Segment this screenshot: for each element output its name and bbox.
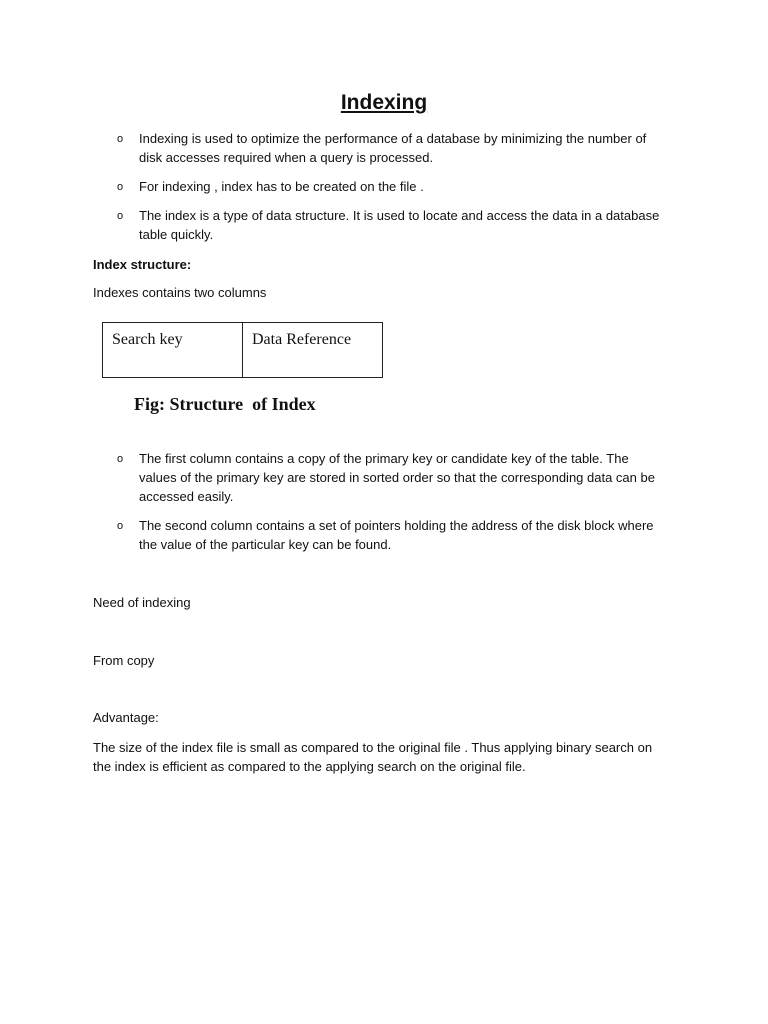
- intro-bullet-2: [117, 177, 669, 196]
- data-reference-cell: Data Reference: [243, 323, 383, 378]
- table-row: [103, 323, 383, 378]
- bullet-text: The first column contains a copy of the primary key or candidate key of the table. The values of the primary key are stored in sorted order so that the corresponding data can be accessed easily.: [139, 451, 655, 504]
- bullet-text: The index is a type of data structure. It is used to locate and access the data in a database table quickly.: [139, 208, 660, 242]
- page-title: Indexing: [340, 91, 428, 114]
- intro-bullet-1: [117, 129, 669, 167]
- index-structure-table: [102, 322, 383, 378]
- bullet-marker: o: [117, 520, 124, 532]
- need-of-indexing-heading: Need of indexing: [93, 595, 191, 610]
- from-copy-text: From copy: [93, 653, 155, 668]
- bullet-marker: o: [117, 181, 124, 193]
- bullet-text: The second column contains a set of pointers holding the address of the disk block where the value of the particular key can be found.: [139, 518, 654, 552]
- column-bullet-2: [117, 516, 669, 554]
- bullet-text: For indexing , index has to be created on the file .: [139, 179, 424, 194]
- index-structure-heading: Index structure:: [93, 257, 192, 272]
- search-key-cell: Search key: [103, 323, 243, 378]
- advantage-text: The size of the index file is small as compared to the original file . Thus applying binary search on the index is efficient as compared to the applying search on the original file.: [93, 740, 653, 774]
- bullet-marker: o: [117, 453, 124, 465]
- advantage-heading: Advantage:: [93, 710, 159, 725]
- bullet-text: Indexing is used to optimize the performance of a database by minimizing the number of disk accesses required when a query is processed.: [139, 131, 647, 165]
- bullet-marker: o: [117, 133, 124, 145]
- intro-bullet-3: [117, 206, 669, 244]
- column-bullet-1: [117, 449, 669, 506]
- index-structure-text: Indexes contains two columns: [93, 285, 267, 300]
- figure-caption: Fig: Structure of Index: [134, 394, 316, 414]
- bullet-marker: o: [117, 210, 124, 222]
